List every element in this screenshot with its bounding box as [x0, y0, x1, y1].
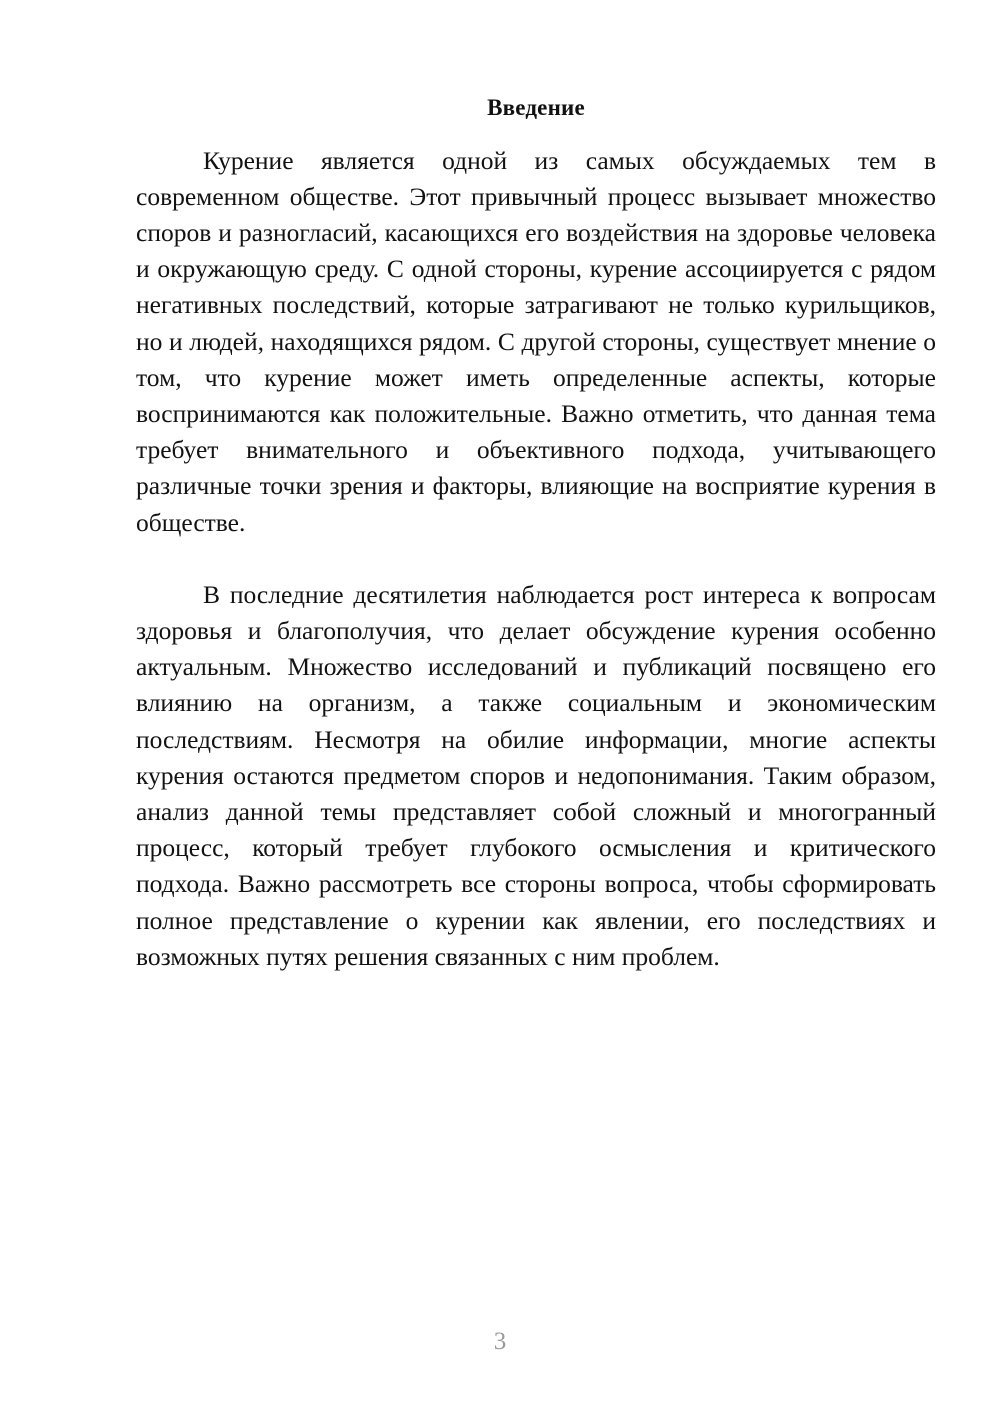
body-paragraph: В последние десятилетия наблюдается рост интереса к вопросам здоровья и благополучия, что делает обсуждение курения особенно актуальным. Множество исследований и публикаций посвящено его влиянию на организм, а также социальным и экономическим последствиям. Несмотря на обилие информации, многие аспекты курения остаются предметом споров и недопонимания. Таким образом, анализ данной темы представляет собой сложный и многогранный процесс, который требует глубокого осмысления и критического подхода. Важно рассмотреть все стороны вопроса, чтобы сформировать полное представление о курении как явлении, его последствиях и возможных путях решения связанных с ним проблем. [136, 579, 936, 971]
body-text-block [136, 143, 936, 975]
document-content [136, 0, 936, 975]
page-number: 3 [493, 1328, 507, 1355]
body-paragraph: Курение является одной из самых обсуждаемых тем в современном обществе. Этот привычный процесс вызывает множество споров и разногласий, касающихся его воздействия на здоровье человека и окружающую среду. С одной стороны, курение ассоциируется с рядом негативных последствий, которые затрагивают не только курильщиков, но и людей, находящихся рядом. С другой стороны, существует мнение о том, что курение может иметь определенные аспекты, которые воспринимаются как положительные. Важно отметить, что данная тема требует внимательного и объективного подхода, учитывающего различные точки зрения и факторы, влияющие на восприятие курения в обществе. [136, 145, 936, 537]
page-title: Введение [487, 95, 585, 120]
